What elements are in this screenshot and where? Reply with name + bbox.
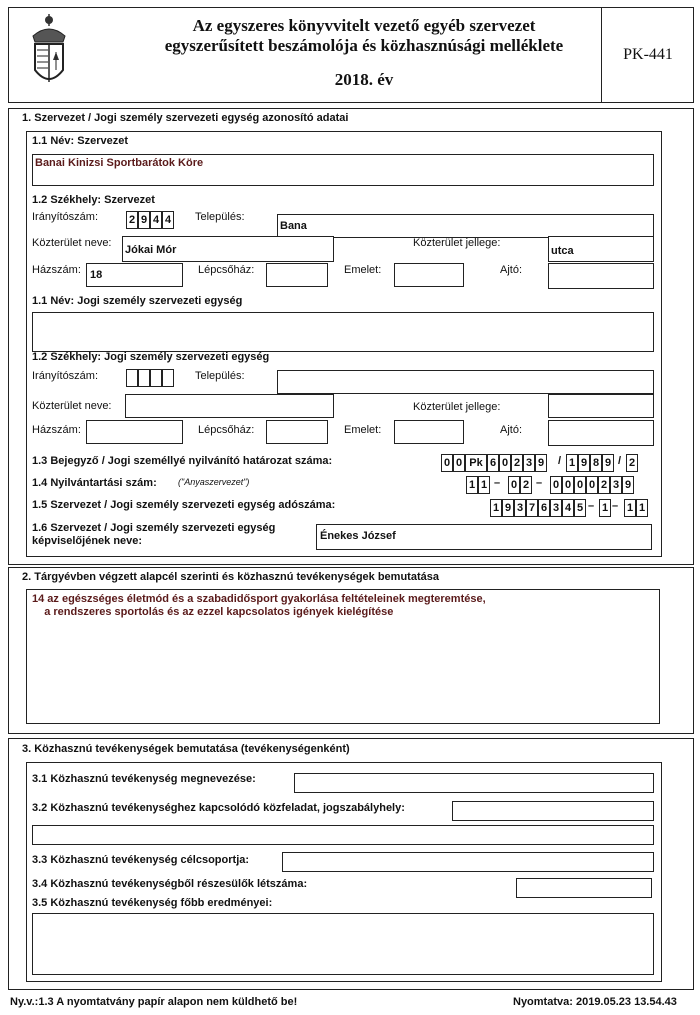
record-cell[interactable]: 2 [520, 476, 532, 494]
name-org-value: Banai Kinizsi Sportbarátok Köre [35, 157, 204, 169]
record-cell[interactable]: 0 [574, 476, 586, 494]
record-dash-1: – [494, 477, 501, 489]
results-field[interactable] [32, 913, 654, 975]
house-label: Házszám: [32, 264, 81, 276]
beneficiaries-field[interactable] [516, 878, 652, 898]
tax-cell[interactable]: 6 [538, 499, 550, 517]
city-field[interactable] [277, 214, 654, 238]
reg-cell[interactable]: 0 [453, 454, 465, 472]
target-group-field[interactable] [282, 852, 654, 872]
coat-of-arms-logo [27, 12, 71, 96]
record-cell[interactable]: 1 [466, 476, 478, 494]
zip-cell[interactable] [126, 369, 138, 387]
street-value: Jókai Mór [125, 244, 177, 256]
city-label-unit: Település: [195, 370, 245, 382]
floor-label-unit: Emelet: [344, 424, 382, 436]
tax-cell[interactable]: 1 [599, 499, 611, 517]
name-org-label: 1.1 Név: Szervezet [32, 135, 128, 147]
zip-label: Irányítószám: [32, 211, 99, 223]
zip-label-unit: Irányítószám: [32, 370, 99, 382]
record-cell[interactable]: 3 [610, 476, 622, 494]
reg-cell[interactable]: 0 [441, 454, 453, 472]
street-type-value: utca [551, 245, 574, 257]
city-value: Bana [280, 220, 307, 232]
section-2-title: 2. Tárgyévben végzett alapcél szerinti és közhasznú tevékenységek bemutatása [22, 571, 439, 583]
reg-slash-1: / [558, 455, 562, 467]
public-activity-name-field[interactable] [294, 773, 654, 793]
zip-cell[interactable] [138, 369, 150, 387]
zip-cell[interactable]: 4 [162, 211, 174, 229]
floor-field-unit[interactable] [394, 420, 464, 444]
form-title-line1: Az egyszeres könyvvitelt vezető egyéb szervezet [192, 16, 536, 35]
tax-cell[interactable]: 7 [526, 499, 538, 517]
section-1-title: 1. Szervezet / Jogi személy szervezeti egység azonosító adatai [22, 112, 349, 124]
public-task-field-b[interactable] [32, 825, 654, 845]
tax-cell[interactable]: 9 [502, 499, 514, 517]
form-header [8, 7, 694, 103]
public-activity-name-label: 3.1 Közhasznú tevékenység megnevezése: [32, 773, 256, 785]
street-label: Közterület neve: [32, 237, 112, 249]
section-2-text-line2: a rendszeres sportolás és az ezzel kapcsolatos igények kielégítése [32, 606, 394, 618]
tax-cell[interactable]: 3 [514, 499, 526, 517]
form-year: 2018. év [334, 70, 394, 89]
record-cell[interactable]: 2 [598, 476, 610, 494]
footer-print-date: Nyomtatva: 2019.05.23 13.54.43 [513, 996, 677, 1008]
zip-cell[interactable] [162, 369, 174, 387]
street-type-label-unit: Közterület jellege: [413, 401, 501, 413]
public-task-field-a[interactable] [452, 801, 654, 821]
section-3-title: 3. Közhasznú tevékenységek bemutatása (tevékenységenként) [22, 743, 350, 755]
beneficiaries-label: 3.4 Közhasznú tevékenységből részesülők létszáma: [32, 878, 308, 890]
record-cell[interactable]: 0 [562, 476, 574, 494]
rep-value: Énekes József [320, 530, 396, 542]
street-type-label: Közterület jellege: [413, 237, 501, 249]
rep-label-line2: képviselőjének neve: [32, 535, 143, 547]
zip-cell[interactable]: 9 [138, 211, 150, 229]
record-cell[interactable]: 0 [550, 476, 562, 494]
reg-cell[interactable]: 9 [578, 454, 590, 472]
name-unit-field[interactable] [32, 312, 654, 352]
city-label: Település: [195, 211, 245, 223]
reg-cell[interactable]: Pk [465, 454, 487, 472]
record-note: ("Anyaszervezet") [178, 477, 250, 487]
house-field-unit[interactable] [86, 420, 183, 444]
public-task-label: 3.2 Közhasznú tevékenységhez kapcsolódó közfeladat, jogszabályhely: [32, 802, 405, 814]
tax-label: 1.5 Szervezet / Jogi személy szervezeti egység adószáma: [32, 499, 336, 511]
tax-cell[interactable]: 1 [624, 499, 636, 517]
street-label-unit: Közterület neve: [32, 400, 112, 412]
tax-cell[interactable]: 5 [574, 499, 586, 517]
stair-field-unit[interactable] [266, 420, 328, 444]
reg-cell[interactable]: 8 [590, 454, 602, 472]
results-label: 3.5 Közhasznú tevékenység főbb eredményei: [32, 897, 273, 909]
record-cell[interactable]: 0 [508, 476, 520, 494]
reg-cell[interactable]: 3 [523, 454, 535, 472]
floor-label: Emelet: [344, 264, 382, 276]
city-field-unit[interactable] [277, 370, 654, 394]
reg-cell[interactable]: 6 [487, 454, 499, 472]
zip-cell[interactable] [150, 369, 162, 387]
tax-dash-2: – [612, 500, 619, 512]
reg-cell[interactable]: 2 [511, 454, 523, 472]
door-label: Ajtó: [500, 264, 523, 276]
door-label-unit: Ajtó: [500, 424, 523, 436]
tax-cell[interactable]: 1 [636, 499, 648, 517]
record-dash-2: – [536, 477, 543, 489]
reg-cell[interactable]: 2 [626, 454, 638, 472]
reg-cell[interactable]: 1 [566, 454, 578, 472]
seat-unit-label: 1.2 Székhely: Jogi személy szervezeti egység [32, 351, 270, 363]
form-code-box [601, 8, 694, 102]
record-cell[interactable]: 0 [586, 476, 598, 494]
tax-cell[interactable]: 3 [550, 499, 562, 517]
house-label-unit: Házszám: [32, 424, 81, 436]
form-code: PK-441 [623, 46, 673, 63]
stair-label-unit: Lépcsőház: [198, 424, 255, 436]
door-field-unit[interactable] [548, 420, 654, 446]
name-unit-label: 1.1 Név: Jogi személy szervezeti egység [32, 295, 243, 307]
seat-org-label: 1.2 Székhely: Szervezet [32, 194, 155, 206]
record-label: 1.4 Nyilvántartási szám: [32, 477, 157, 489]
stair-field[interactable] [266, 263, 328, 287]
record-cell[interactable]: 1 [478, 476, 490, 494]
tax-dash-1: – [588, 500, 595, 512]
reg-label: 1.3 Bejegyző / Jogi személlyé nyilvánító határozat száma: [32, 455, 333, 467]
tax-cell[interactable]: 4 [562, 499, 574, 517]
reg-cell[interactable]: 9 [535, 454, 547, 472]
section-2-text-line1: 14 az egészséges életmód és a szabadidősport gyakorlása feltételeinek megteremtése, [32, 593, 486, 605]
reg-cell[interactable]: 0 [499, 454, 511, 472]
door-field[interactable] [548, 263, 654, 289]
stair-label: Lépcsőház: [198, 264, 255, 276]
street-field-unit[interactable] [125, 394, 334, 418]
rep-label-line1: 1.6 Szervezet / Jogi személy szervezeti egység [32, 522, 276, 534]
zip-cell[interactable]: 4 [150, 211, 162, 229]
reg-cell[interactable]: 9 [602, 454, 614, 472]
footer-version-note: Ny.v.:1.3 A nyomtatvány papír alapon nem küldhető be! [10, 996, 298, 1008]
floor-field[interactable] [394, 263, 464, 287]
record-cell[interactable]: 9 [622, 476, 634, 494]
target-group-label: 3.3 Közhasznú tevékenység célcsoportja: [32, 854, 250, 866]
tax-cell[interactable]: 1 [490, 499, 502, 517]
form-title-line2: egyszerűsített beszámolója és közhasznúsági melléklete [164, 36, 564, 55]
house-value: 18 [90, 269, 103, 281]
street-type-field-unit[interactable] [548, 394, 654, 418]
zip-cell[interactable]: 2 [126, 211, 138, 229]
reg-slash-2: / [618, 455, 622, 467]
